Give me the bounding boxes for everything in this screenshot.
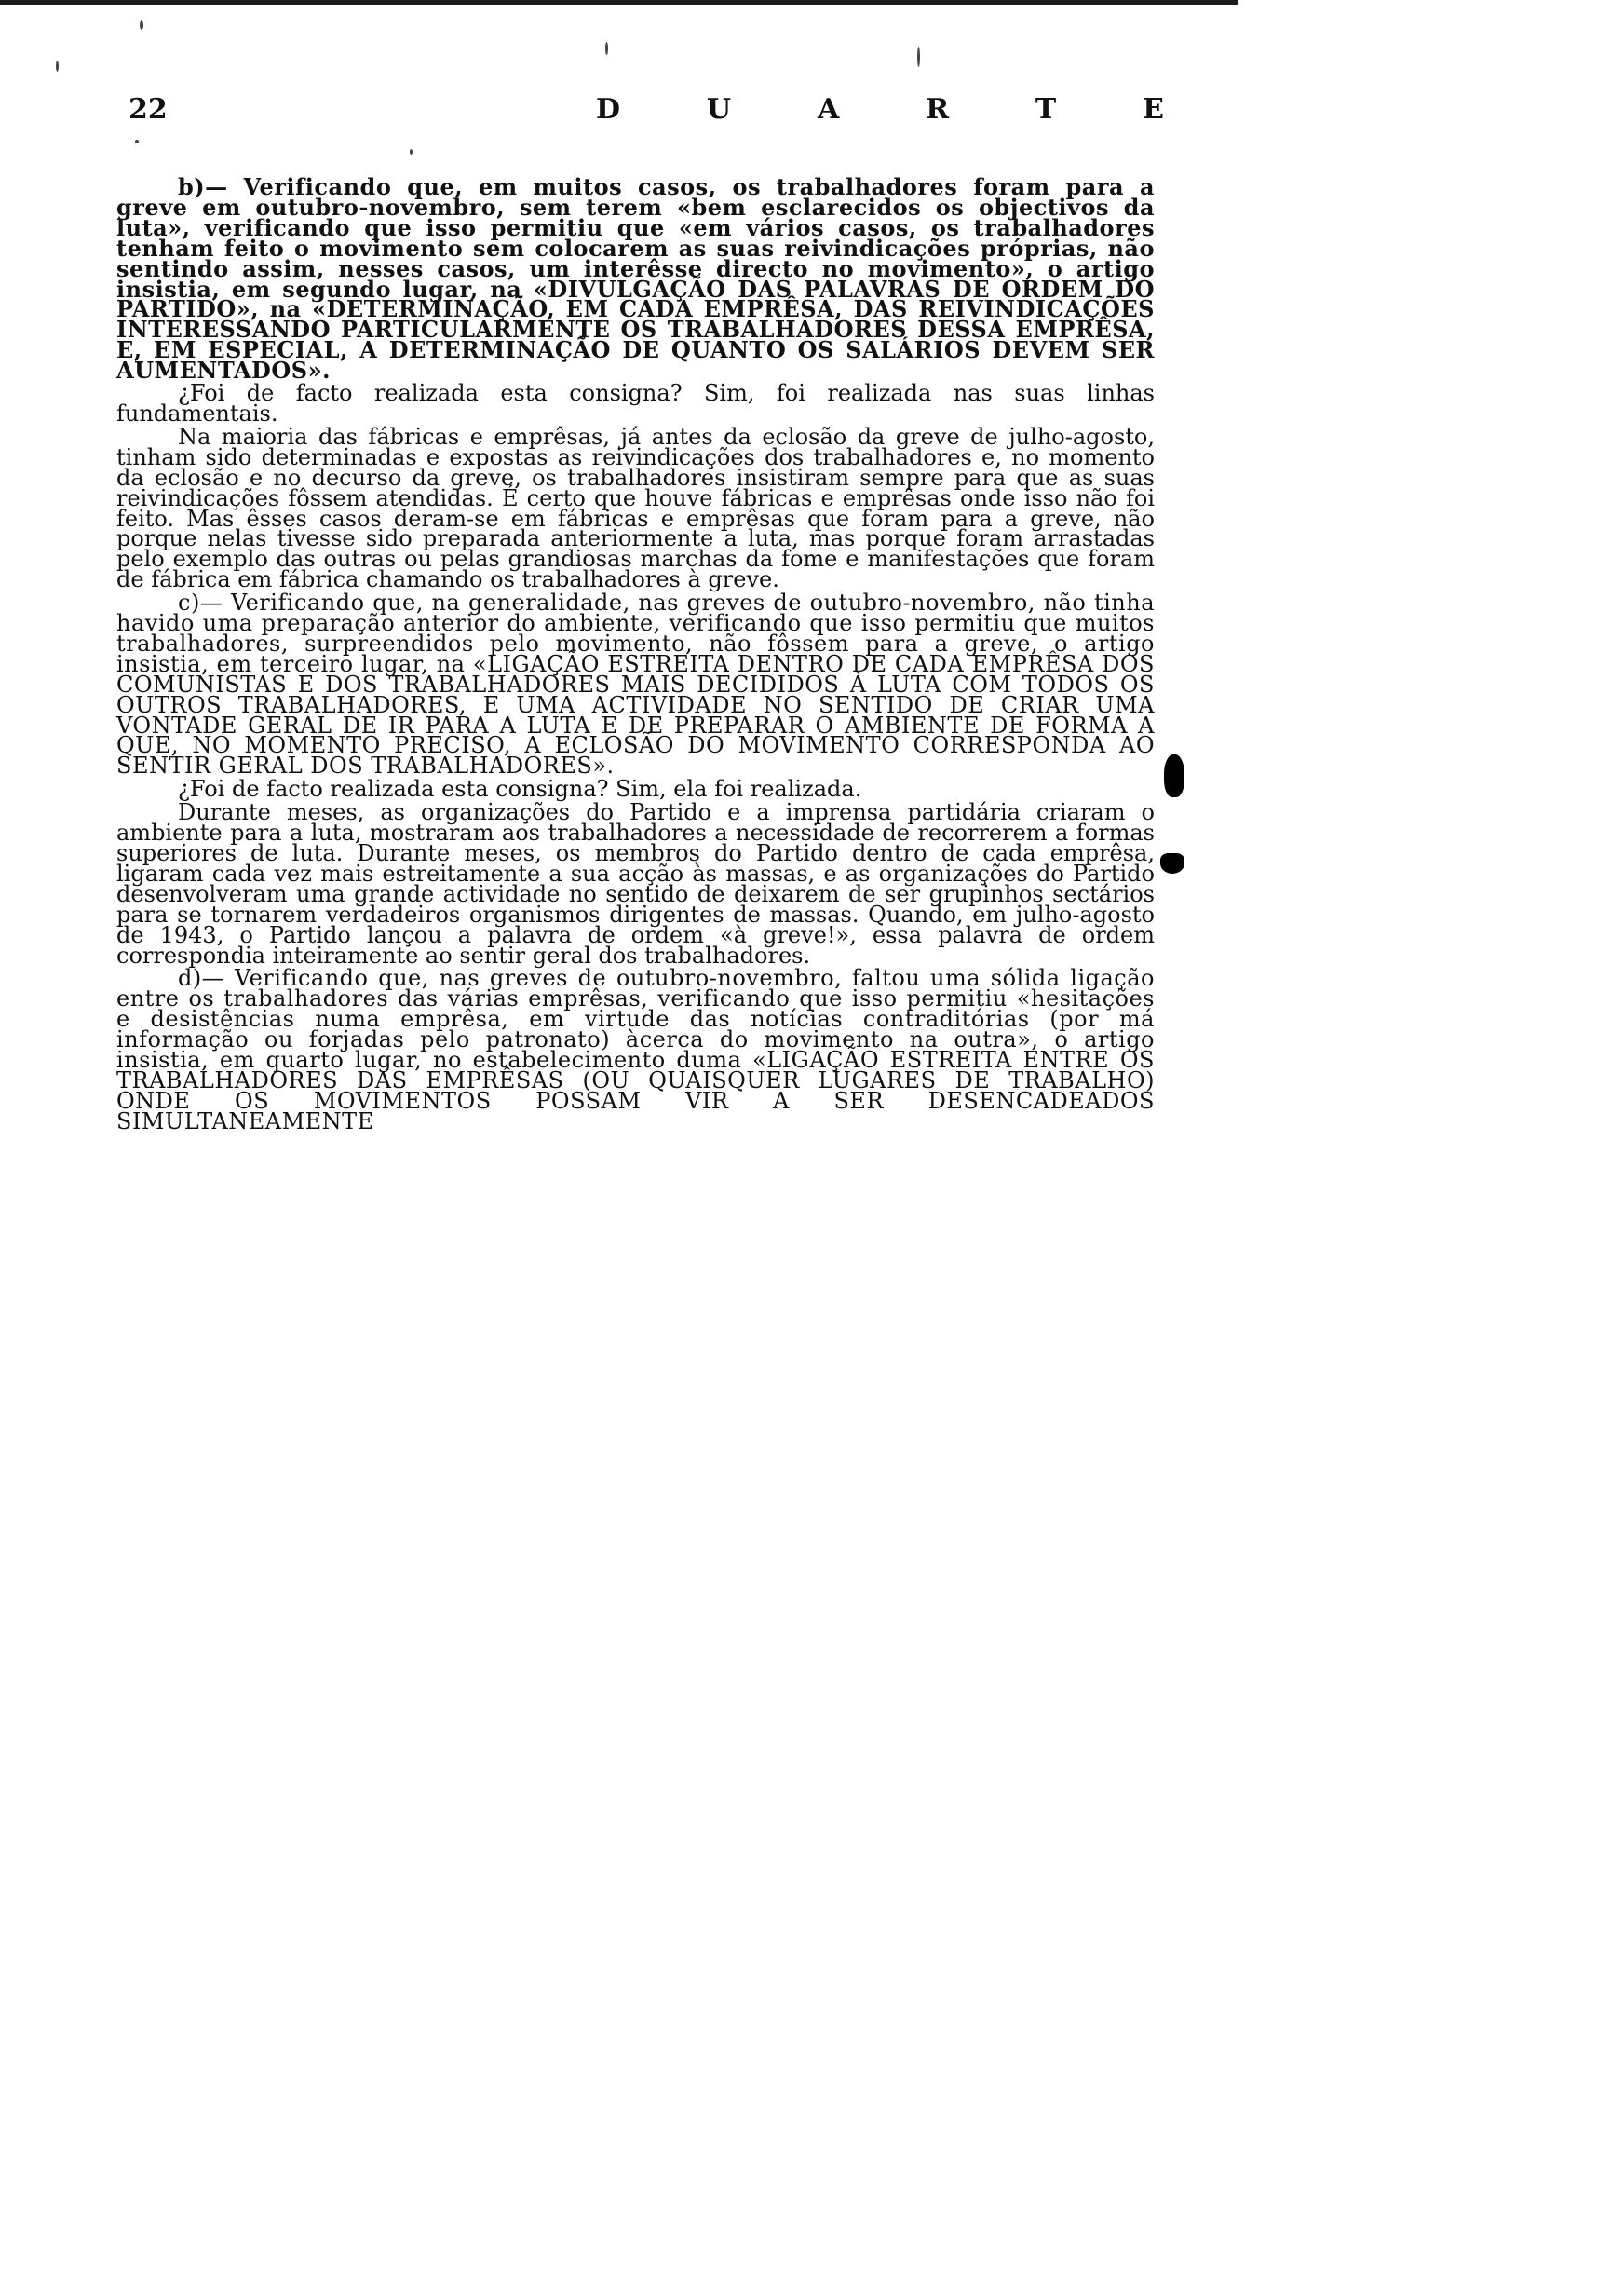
body-text	[116, 173, 1155, 1135]
margin-mark	[1160, 853, 1184, 874]
paragraph-d: d)— Verificando que, nas greves de outubro-novembro, faltou uma sólida ligação entre os trabalhadores das várias emprêsas, verificando que isso permitiu «hesitações e desistências numa emprêsa, em virtude das notícias contraditórias (por má informação ou forjadas pelo patronato) àcerca do movimento na outra», o artigo insistia, em quarto lugar, no estabelecimento duma «LIGAÇÃO ESTREITA ENTRE OS TRABALHADORES DAS EMPRÊSAS (OU QUAISQUER LUGARES DE TRABALHO) ONDE OS MOVIMENTOS POSSAM VIR A SER DESENCADEADOS SIMULTANEAMENTE	[116, 965, 1155, 1134]
running-head-letter: U	[706, 93, 732, 126]
running-head-letter: T	[1035, 93, 1057, 126]
scan-speck	[135, 140, 139, 143]
running-head-letter: E	[1143, 93, 1164, 126]
page-number: 22	[129, 93, 168, 126]
running-head-letter: R	[926, 93, 950, 126]
scan-speck	[56, 61, 59, 72]
paragraph: Durante meses, as organizações do Partido e a imprensa partidária criaram o ambiente para a luta, mostraram aos trabalhadores a necessidade de recorrerem a formas superiores de luta. Durante meses, os membros do Partido dentro de cada emprêsa, ligaram cada vez mais estreitamente a sua acção às massas, e as organizações do Partido desenvolveram uma grande actividade no sentido de deixarem de ser grupinhos sectários para se tornarem verdadeiros organismos dirigentes de massas. Quando, em julho-agosto de 1943, o Partido lançou a palavra de ordem «à greve!», essa palavra de ordem correspondia inteiramente ao sentir geral dos trabalhadores.	[116, 799, 1155, 969]
scan-speck	[917, 47, 920, 67]
paragraph: Na maioria das fábricas e emprêsas, já antes da eclosão da greve de julho-agosto, tinham sido determinadas e expostas as reivindicações dos trabalhadores e, no momento da eclosão e no decurso da greve, os trabalhadores insistiram sempre para que as suas reivindicações fôssem atendidas. É certo que houve fábricas e emprêsas onde isso não foi feito. Mas êsses casos deram-se em fábricas e emprêsas que foram para a greve, não porque nelas tivesse sido preparada anteriormente a luta, mas porque foram arrastadas pelo exemplo das outras ou pelas grandiosas marchas da fome e manifestações que foram de fábrica em fábrica chamando os trabalhadores à greve.	[116, 423, 1155, 593]
running-head-letter: A	[817, 93, 840, 126]
top-border-line	[0, 0, 1238, 5]
paragraph-question: ¿Foi de facto realizada esta consigna? Sim, ela foi realizada.	[178, 776, 862, 803]
scan-speck	[140, 20, 143, 30]
margin-mark	[1164, 754, 1184, 797]
running-head-letter: D	[596, 93, 621, 126]
scan-speck	[410, 149, 413, 155]
paragraph-question: ¿Foi de facto realizada esta consigna? Sim, foi realizada nas suas linhas fundamentais.	[116, 380, 1155, 427]
paragraph-c: c)— Verificando que, na generalidade, nas greves de outubro-novembro, não tinha havido uma preparação anterior do ambiente, verificando que isso permitiu que muitos trabalhadores, surpreendidos pelo movimento, não fôssem para a greve, o artigo insistia, em terceiro lugar, na «LIGAÇÃO ESTREITA DENTRO DE CADA EMPRÊSA DOS COMUNISTAS E DOS TRABALHADORES MAIS DECIDIDOS À LUTA COM TODOS OS OUTROS TRABALHADORES, E UMA ACTIVIDADE NO SENTIDO DE CRIAR UMA VONTADE GERAL DE IR PARA A LUTA E DE PREPARAR O AMBIENTE DE FORMA A QUE, NO MOMENTO PRECISO, A ECLOSÃO DO MOVIMENTO CORRESPONDA AO SENTIR GERAL DOS TRABALHADORES».	[116, 590, 1155, 780]
scan-speck	[605, 42, 608, 55]
running-head	[596, 93, 1164, 126]
paragraph-b: b)— Verificando que, em muitos casos, os trabalhadores foram para a greve em outubro-novembro, sem terem «bem esclarecidos os objectivos da luta», verificando que isso permitiu que «em vários casos, os trabalhadores tenham feito o movimento sem colocarem as suas reivindicações próprias, não sentindo assim, nesses casos, um interêsse directo no movimento», o artigo insistia, em segundo lugar, na «DIVULGAÇÃO DAS PALAVRAS DE ORDEM DO PARTIDO», na «DETERMINAÇÃO, EM CADA EMPRÊSA, DAS REIVINDICAÇÕES INTERESSANDO PARTICULARMENTE OS TRABALHADORES DESSA EMPRÊSA, E, EM ESPECIAL, A DETERMINAÇÃO DE QUANTO OS SALÁRIOS DEVEM SER AUMENTADOS».	[116, 173, 1155, 385]
